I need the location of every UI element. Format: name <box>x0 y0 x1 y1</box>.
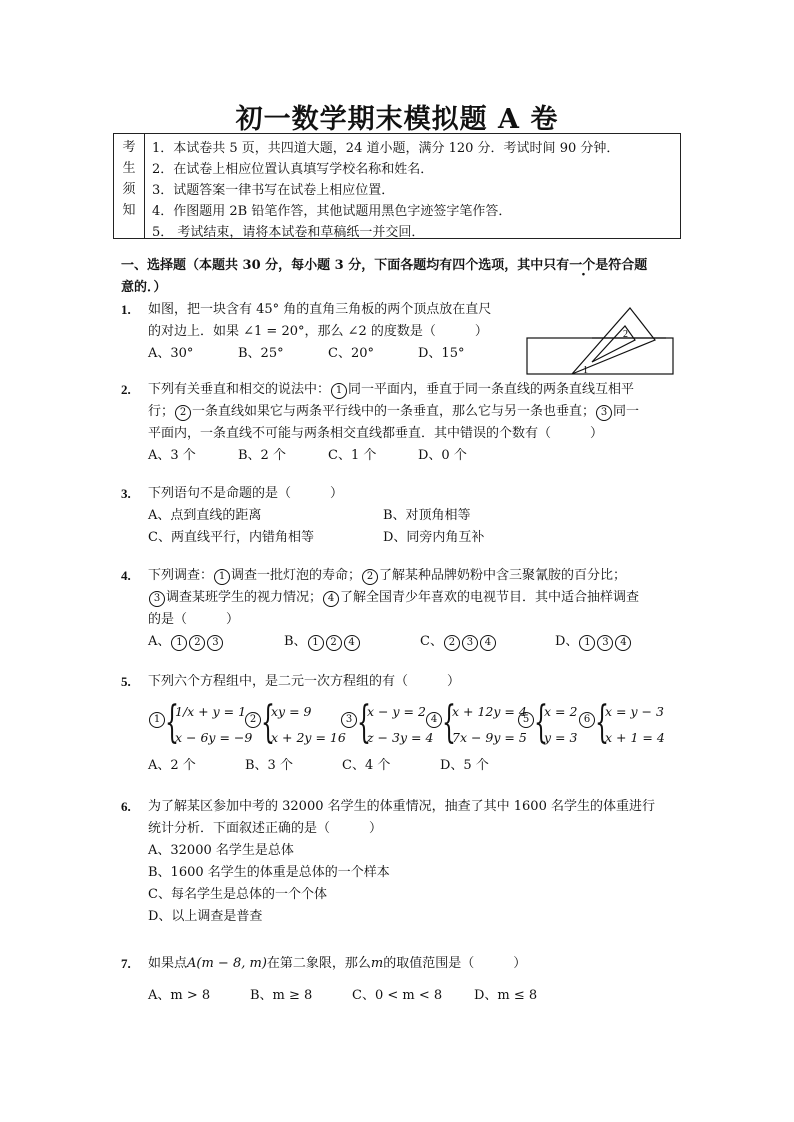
option-prefix: B、 <box>284 634 307 649</box>
exam-title: 初一数学期末模拟题 A 卷 <box>235 104 559 135</box>
notice-side-char: 知 <box>122 203 136 218</box>
question-text-part: 的取值范围是（ ） <box>383 956 527 971</box>
question-text: 平面内，一条直线不可能与两条相交直线都垂直．其中错误的个数有（ ） <box>148 426 604 441</box>
option <box>420 634 497 651</box>
circled-number: 1 <box>149 712 165 728</box>
option <box>555 634 632 651</box>
section-heading-cont: 意的．） <box>121 280 167 295</box>
brace-icon: { <box>165 697 179 748</box>
option: A、32000 名学生是总体 <box>148 843 294 858</box>
question-text <box>148 956 526 972</box>
question-number: 5. <box>121 674 131 689</box>
equation-system <box>578 697 668 752</box>
question-text <box>148 404 639 421</box>
question-text-part: 下列调查： <box>148 568 214 583</box>
question-text-part: 一条直线如果它与两条平行线中的一条垂直，那么它与另一条也垂直； <box>192 404 596 419</box>
equation: x − y = 2 <box>367 704 426 719</box>
circled-number: 2 <box>444 635 460 651</box>
notice-side-char: 生 <box>122 161 136 176</box>
brace-icon: { <box>534 697 548 748</box>
circled-number: 4 <box>344 635 360 651</box>
equation-system <box>517 697 583 752</box>
option: A、3 个 <box>148 448 196 463</box>
option: A、30° <box>148 346 194 361</box>
option: D、以上调查是普查 <box>148 909 263 924</box>
notice-item: 1．本试卷共 5 页，共四道大题，24 道小题，满分 120 分．考试时间 90 分钟． <box>152 141 620 156</box>
circled-number: 4 <box>323 591 339 607</box>
angle-1-label: 1 <box>583 365 588 376</box>
ruler-triangle-figure <box>520 300 680 380</box>
circled-number: 3 <box>596 405 612 421</box>
angle-2-label: 2 <box>623 329 628 340</box>
circled-number: 1 <box>579 635 595 651</box>
option <box>284 634 361 651</box>
option: D、5 个 <box>440 758 489 773</box>
equation: x + 2y = 16 <box>271 730 346 745</box>
option: D、15° <box>418 346 465 361</box>
brace-icon: { <box>261 697 275 748</box>
circled-number: 2 <box>175 405 191 421</box>
circled-number: 1 <box>214 569 230 585</box>
option: B、25° <box>238 346 284 361</box>
circled-number: 3 <box>207 635 223 651</box>
equation: x + 1 = 4 <box>605 730 665 745</box>
brace-icon: { <box>357 697 371 748</box>
math-variable: m <box>370 956 384 971</box>
question-number: 4. <box>121 568 131 583</box>
question-text-part: 了解某种品牌奶粉中含三聚氰胺的百分比； <box>379 568 627 583</box>
equation: x − 6y = −9 <box>175 730 253 745</box>
brace-icon: { <box>442 697 456 748</box>
circled-number: 2 <box>326 635 342 651</box>
circled-number: 4 <box>426 712 442 728</box>
question-text-part: 调查某班学生的视力情况； <box>166 590 323 605</box>
circled-number: 1 <box>308 635 324 651</box>
notice-item: 5． 考试结束，请将本试卷和草稿纸一并交回． <box>152 225 425 240</box>
option <box>148 634 224 651</box>
section-emphasis: 一个 <box>569 258 596 273</box>
option: A、m > 8 <box>148 988 211 1003</box>
notice-side-char: 考 <box>122 140 136 155</box>
option: C、0 < m < 8 <box>352 988 443 1003</box>
section-heading-text: 一、选择题（本题共 30 分，每小题 3 分，下面各题均有四个选项，其中只有 <box>121 258 570 273</box>
circled-number: 1 <box>171 635 187 651</box>
option: A、点到直线的距离 <box>148 508 262 523</box>
equation-system <box>148 697 253 752</box>
question-text-part: 同一 <box>613 404 640 419</box>
option-prefix: D、 <box>555 634 579 649</box>
equation-system <box>340 697 434 752</box>
circled-number: 4 <box>480 635 496 651</box>
question-text: 下列六个方程组中，是二元一次方程组的有（ ） <box>148 674 461 689</box>
notice-item: 4．作图题用 2B 铅笔作答，其他试题用黑色字迹签字笔作答． <box>152 204 512 219</box>
equation: 1/x + y = 1 <box>175 704 247 719</box>
equation: y = 3 <box>544 730 578 745</box>
option: C、每名学生是总体的一个个体 <box>148 887 327 902</box>
question-number: 1. <box>121 302 131 317</box>
question-text: 的对边上．如果 ∠1 = 20°，那么 ∠2 的度数是（ ） <box>148 324 488 339</box>
circled-number: 2 <box>362 569 378 585</box>
question-text: 为了解某区参加中考的 32000 名学生的体重情况，抽查了其中 1600 名学生的体重进行 <box>148 799 655 814</box>
notice-side-char: 须 <box>122 182 136 197</box>
circled-number: 3 <box>462 635 478 651</box>
question-text: 如图，把一块含有 45° 角的直角三角板的两个顶点放在直尺 <box>148 302 492 317</box>
equation-system <box>244 697 346 752</box>
question-text <box>148 382 634 399</box>
option-prefix: A、 <box>148 634 171 649</box>
question-text-part: 下列有关垂直和相交的说法中： <box>148 382 331 397</box>
notice-item: 2．在试卷上相应位置认真填写学校名称和姓名． <box>152 162 434 177</box>
equation: x = 2 <box>544 704 578 719</box>
question-text-part: 同一平面内，垂直于同一条直线的两条直线互相平 <box>348 382 635 397</box>
question-number: 2. <box>121 382 131 397</box>
circled-number: 3 <box>149 591 165 607</box>
option: B、1600 名学生的体重是总体的一个样本 <box>148 865 390 880</box>
circled-number: 1 <box>331 383 347 399</box>
section-heading-text: 是符合题 <box>595 258 648 273</box>
equation: x + 12y = 4 <box>452 704 527 719</box>
question-text-part: 行； <box>148 404 175 419</box>
question-number: 3. <box>121 486 131 501</box>
question-text: 下列语句不是命题的是（ ） <box>148 486 344 501</box>
option: A、2 个 <box>148 758 196 773</box>
circled-number: 2 <box>189 635 205 651</box>
option: C、1 个 <box>328 448 377 463</box>
circled-number: 4 <box>615 635 631 651</box>
option: B、2 个 <box>238 448 286 463</box>
question-text-part: 如果点 <box>148 956 188 971</box>
equation: x = y − 3 <box>605 704 664 719</box>
option: C、两直线平行，内错角相等 <box>148 530 314 545</box>
question-text: 统计分析．下面叙述正确的是（ ） <box>148 821 383 836</box>
circled-number: 5 <box>518 712 534 728</box>
question-text: 的是（ ） <box>148 612 240 627</box>
option: C、4 个 <box>342 758 391 773</box>
equation: xy = 9 <box>271 704 312 719</box>
question-number: 6. <box>121 799 131 814</box>
option: B、3 个 <box>245 758 293 773</box>
circled-number: 3 <box>597 635 613 651</box>
ruler-shape <box>527 338 673 374</box>
equation: z − 3y = 4 <box>367 730 434 745</box>
section-heading <box>121 258 647 274</box>
question-text-part: 了解全国青少年喜欢的电视节目．其中适合抽样调查 <box>340 590 640 605</box>
option: C、20° <box>328 346 374 361</box>
question-text <box>148 590 639 607</box>
option: D、0 个 <box>418 448 467 463</box>
option: B、m ≥ 8 <box>250 988 313 1003</box>
option: D、m ≤ 8 <box>474 988 538 1003</box>
equation: 7x − 9y = 5 <box>452 730 527 745</box>
math-expression: A(m − 8, m) <box>187 956 267 971</box>
circled-number: 2 <box>245 712 261 728</box>
question-number: 7. <box>121 956 131 971</box>
option-prefix: C、 <box>420 634 443 649</box>
brace-icon: { <box>595 697 609 748</box>
option: D、同旁内角互补 <box>383 530 485 545</box>
notice-side-label <box>114 134 145 238</box>
exam-notice-box <box>113 133 681 239</box>
circled-number: 6 <box>579 712 595 728</box>
question-text <box>148 568 626 585</box>
circled-number: 3 <box>341 712 357 728</box>
notice-item: 3．试题答案一律书写在试卷上相应位置． <box>152 183 395 198</box>
question-text-part: 在第二象限，那么 <box>266 956 371 971</box>
question-text-part: 调查一批灯泡的寿命； <box>231 568 362 583</box>
option: B、对顶角相等 <box>383 508 471 523</box>
